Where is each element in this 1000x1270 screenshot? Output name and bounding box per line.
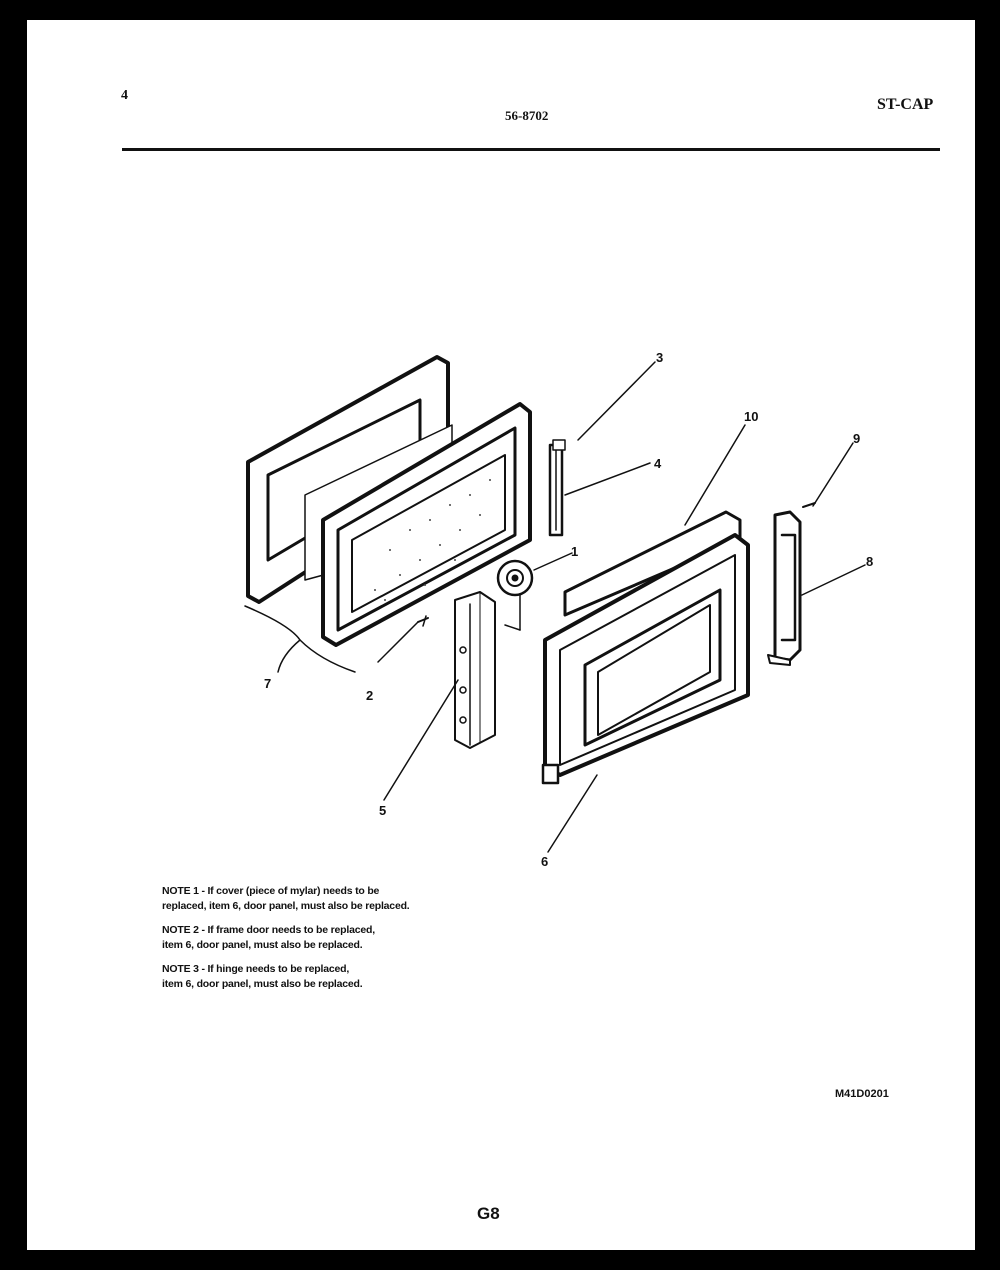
note-3-line-2: item 6, door panel, must also be replaced.: [162, 978, 363, 990]
callout-4: 4: [654, 456, 662, 471]
page-left-number: 4: [121, 88, 128, 103]
door-handle: [768, 512, 800, 665]
callout-3: 3: [656, 350, 664, 365]
callout-9: 9: [853, 431, 861, 446]
callout-6-bottom: 6: [541, 854, 549, 869]
channel-bracket: [455, 592, 495, 748]
callout-5: 5: [379, 803, 387, 818]
callout-7: 7: [264, 676, 272, 691]
section-code: ST-CAP: [877, 96, 934, 113]
note-2-line-2: item 6, door panel, must also be replaced.: [162, 939, 363, 951]
cover-round: [498, 561, 532, 595]
callout-10: 10: [744, 409, 759, 424]
model-number: 56-8702: [505, 108, 549, 123]
hinge-upper: [550, 440, 565, 535]
note-3-line-1: NOTE 3 - If hinge needs to be replaced,: [162, 963, 350, 975]
note-1-line-2: replaced, item 6, door panel, must also be replaced.: [162, 900, 410, 912]
note-2-line-1: NOTE 2 - If frame door needs to be replaced,: [162, 924, 375, 936]
note-1-line-1: NOTE 1 - If cover (piece of mylar) needs to be: [162, 885, 380, 897]
callout-2: 2: [366, 688, 374, 703]
callout-1: 1: [571, 544, 579, 559]
screw: [418, 616, 428, 626]
page-number: G8: [477, 1204, 500, 1223]
callout-8: 8: [866, 554, 874, 569]
catalog-number: M41D0201: [835, 1088, 889, 1100]
